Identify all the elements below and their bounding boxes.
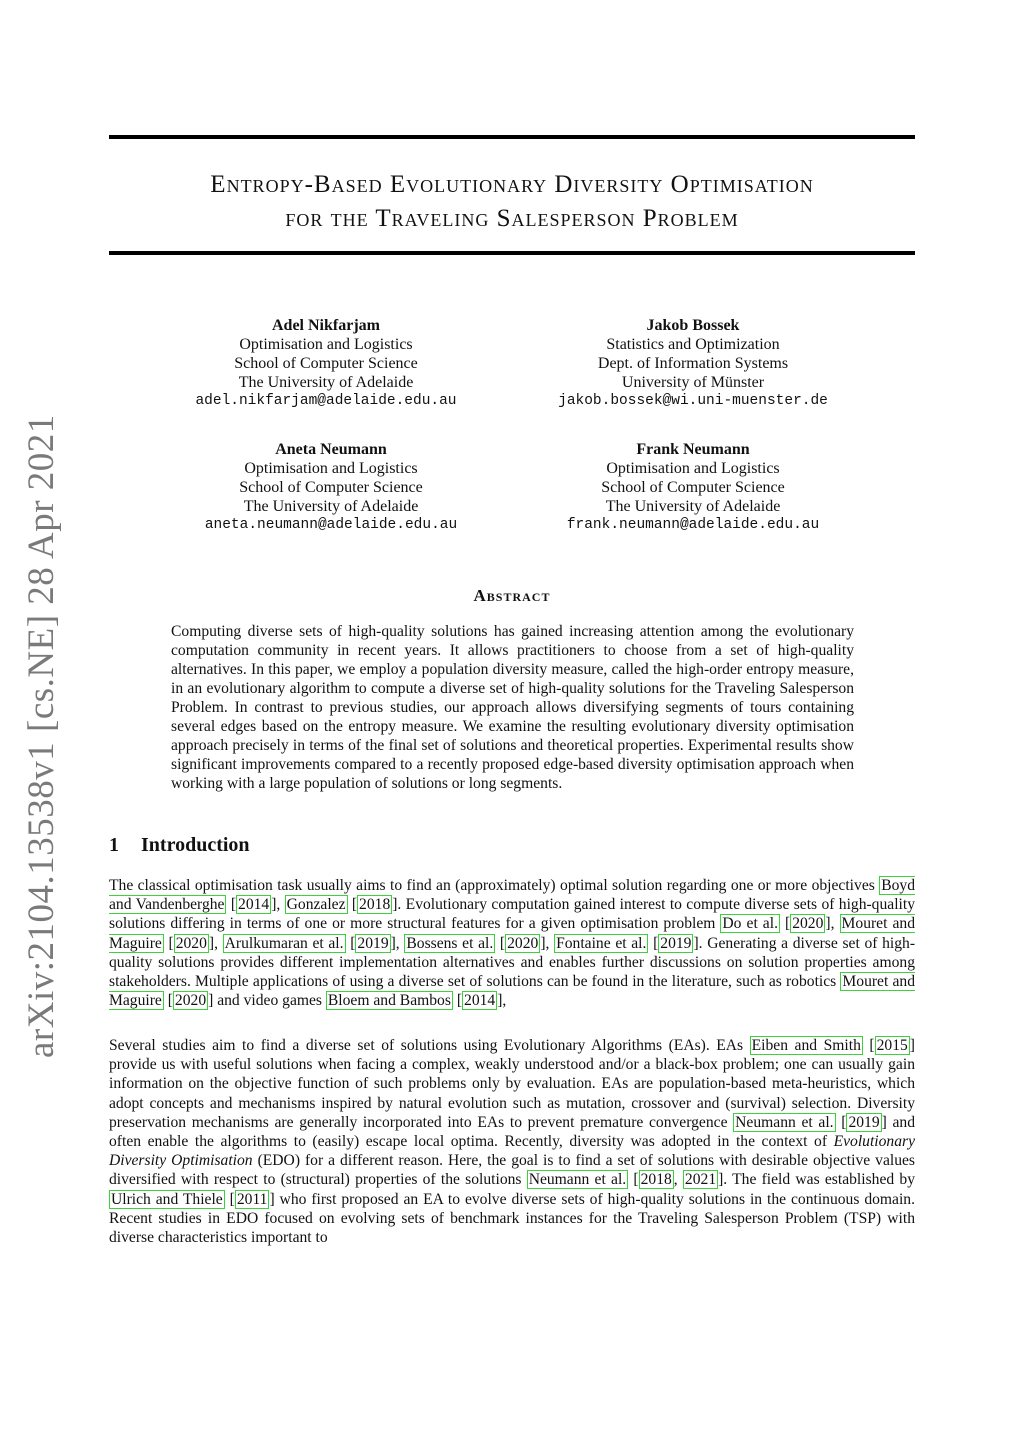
author-name: Aneta Neumann: [275, 441, 387, 458]
text: ],: [497, 992, 507, 1010]
citation-year-link[interactable]: 2019: [357, 934, 389, 952]
section-number: 1: [109, 834, 119, 856]
author-name: Frank Neumann: [636, 441, 750, 458]
citation-link[interactable]: Gonzalez: [286, 896, 346, 914]
text: ],: [271, 896, 285, 914]
citation-year-link[interactable]: 2014: [464, 992, 496, 1010]
citation-year-link[interactable]: 2019: [848, 1113, 880, 1131]
citation-link[interactable]: Bloem and Bambos: [327, 992, 451, 1010]
abstract-text: Computing diverse sets of high-quality solutions has gained increasing attention among the evolutionary computation community in recent years. It allows practitioners to choose from a set of high-quality alternatives. In this paper, we employ a population diversity measure, called the high-order entropy measure, in an evolutionary algorithm to compute a diverse set of high-quality solutions for the Traveling Salesperson Problem. In contrast to previous studies, our approach allows diversifying segments of tours containing several edges based on the entropy measure. We examine the resulting evolutionary diversity optimisation approach precisely in terms of the final set of solutions and theoretical properties. Experimental results show significant improvements compared to a recently proposed edge-based diversity optimisation approach when working with a large population of solutions or long segments.: [171, 623, 854, 792]
citation-year-link[interactable]: 2021: [684, 1171, 717, 1189]
citation-link[interactable]: Neumann et al.: [528, 1171, 627, 1189]
text: ],: [208, 934, 223, 952]
author-affiliation: School of Computer Science: [601, 479, 785, 496]
author-affiliation: University of Münster: [621, 374, 765, 391]
text: [: [862, 1037, 875, 1054]
author-name: Adel Nikfarjam: [272, 317, 380, 334]
text: [: [452, 992, 463, 1010]
text: [: [648, 934, 659, 952]
citation-year-link[interactable]: 2020: [507, 934, 539, 952]
text: (EDO) for a different reason. Here, the goal is to find a set of solutions with desirable objective values diversified with respect to (structural) properties of the solutions: [109, 1152, 916, 1189]
author-name: Jakob Bossek: [646, 317, 740, 334]
author-email[interactable]: frank.neumann@adelaide.edu.au: [566, 517, 820, 533]
text: ]. The field was established by: [718, 1171, 915, 1189]
emphasis-term: Evolutionary Diversity Optimisation: [109, 1133, 915, 1170]
text: ] and video games: [208, 992, 326, 1010]
text: ,: [673, 1171, 683, 1189]
abstract-heading: Abstract: [473, 586, 551, 605]
text: ] who first proposed an EA to evolve diverse sets of high-quality solutions in the continuous domain. Recent studies in EDO focused on evolving sets of benchmark instances for the Traveling Salesperson Problem (TSP) with diverse characteristics important to: [109, 1190, 915, 1247]
text: ],: [540, 934, 555, 952]
citation-link[interactable]: Arulkumaran et al.: [224, 934, 344, 952]
author-affiliation: The University of Adelaide: [243, 498, 419, 515]
intro-paragraph-2: [109, 1036, 915, 1247]
author-affiliation: The University of Adelaide: [238, 374, 414, 391]
author-affiliation: School of Computer Science: [234, 355, 418, 372]
text: ] provide us with useful solutions when facing a complex, weakly understood and/or a black-box problem; one can usually gain information on the objective function of such problems only by evaluation. EAs are population-based meta-heuristics, which adopt concepts and mechanisms inspired by natural evolution such as mutation, crossover and (survival) selection. Diversity preservation mechanisms are generally incorporated into EAs to prevent premature convergence: [109, 1037, 915, 1131]
author-block: [156, 316, 496, 411]
section-title: Introduction: [141, 834, 250, 856]
text: [: [163, 992, 173, 1010]
section-heading: [109, 834, 250, 857]
author-email[interactable]: aneta.neumann@adelaide.edu.au: [204, 517, 458, 533]
citation-year-link[interactable]: 2014: [238, 896, 270, 914]
text: ] and often enable the algorithms to (easily) escape local optima. Recently, diversity was adopted in the context of: [109, 1113, 916, 1151]
title-line-2: for the Traveling Salesperson Problem: [285, 205, 739, 232]
citation-year-link[interactable]: 2018: [640, 1171, 672, 1189]
author-affiliation: Dept. of Information Systems: [597, 355, 789, 372]
citation-year-link[interactable]: 2020: [174, 992, 207, 1010]
citation-year-link[interactable]: 2020: [175, 934, 207, 952]
citation-link[interactable]: Fontaine et al.: [556, 934, 647, 952]
author-email[interactable]: adel.nikfarjam@adelaide.edu.au: [195, 393, 457, 409]
text: ],: [825, 915, 840, 933]
author-block: [523, 440, 863, 535]
author-block: [523, 316, 863, 411]
text: ]. Generating a diverse set of high-quality solutions provides different implementation alternatives and enables further discussions on solution properties among stakeholders. Multiple applications of using a diverse set of solutions can be found in the literature, such as robotics: [109, 934, 916, 991]
paper-title: [109, 168, 915, 236]
text: The classical optimisation task usually aims to find an (approximately) optimal solution regarding one or more objectives: [109, 877, 880, 894]
intro-paragraph-1: [109, 876, 915, 1010]
citation-year-link[interactable]: 2020: [792, 915, 824, 933]
citation-year-link[interactable]: 2019: [660, 934, 692, 952]
text: ]. Evolutionary computation gained interest to compute diverse sets of high-quality solutions differing in terms of one or more structural features for a given optimisation problem: [109, 896, 915, 933]
text: [: [347, 896, 358, 914]
citation-link[interactable]: Eiben and Smith: [751, 1037, 861, 1054]
top-rule: [109, 135, 915, 139]
text: [: [495, 934, 506, 952]
citation-link[interactable]: Boyd and Vandenberghe: [109, 877, 915, 914]
author-affiliation: Optimisation and Logistics: [239, 336, 413, 353]
bottom-rule: [109, 251, 915, 255]
text: [: [779, 915, 791, 933]
text: [: [163, 934, 174, 952]
citation-link[interactable]: Do et al.: [722, 915, 778, 933]
text: ],: [390, 934, 405, 952]
citation-link[interactable]: Bossens et al.: [406, 934, 494, 952]
title-line-1: Entropy-Based Evolutionary Diversity Optimisation: [210, 171, 814, 198]
citation-year-link[interactable]: 2015: [876, 1037, 908, 1054]
text: Several studies aim to find a diverse set of solutions using Evolutionary Algorithms (EAs). EAs: [109, 1037, 750, 1054]
citation-link[interactable]: Mouret and Maguire: [109, 973, 915, 1010]
author-affiliation: The University of Adelaide: [605, 498, 781, 515]
author-block: [161, 440, 501, 535]
citation-link[interactable]: Ulrich and Thiele: [111, 1190, 223, 1208]
citation-year-link[interactable]: 2011: [236, 1190, 268, 1208]
author-affiliation: Optimisation and Logistics: [606, 460, 780, 477]
author-affiliation: School of Computer Science: [239, 479, 423, 496]
text: [: [628, 1171, 639, 1189]
citation-link[interactable]: Neumann et al.: [735, 1113, 834, 1131]
text: [: [345, 934, 356, 952]
author-email[interactable]: jakob.bossek@wi.uni-muenster.de: [558, 393, 828, 409]
citation-link[interactable]: Mouret and Maguire: [109, 915, 915, 952]
author-affiliation: Optimisation and Logistics: [244, 460, 418, 477]
text: [: [224, 1190, 235, 1208]
author-affiliation: Statistics and Optimization: [606, 336, 780, 353]
citation-year-link[interactable]: 2018: [359, 896, 391, 914]
text: [: [226, 896, 237, 914]
text: [: [835, 1113, 847, 1131]
arxiv-identifier: arXiv:2104.13538v1 [cs.NE] 28 Apr 2021: [21, 414, 62, 1058]
